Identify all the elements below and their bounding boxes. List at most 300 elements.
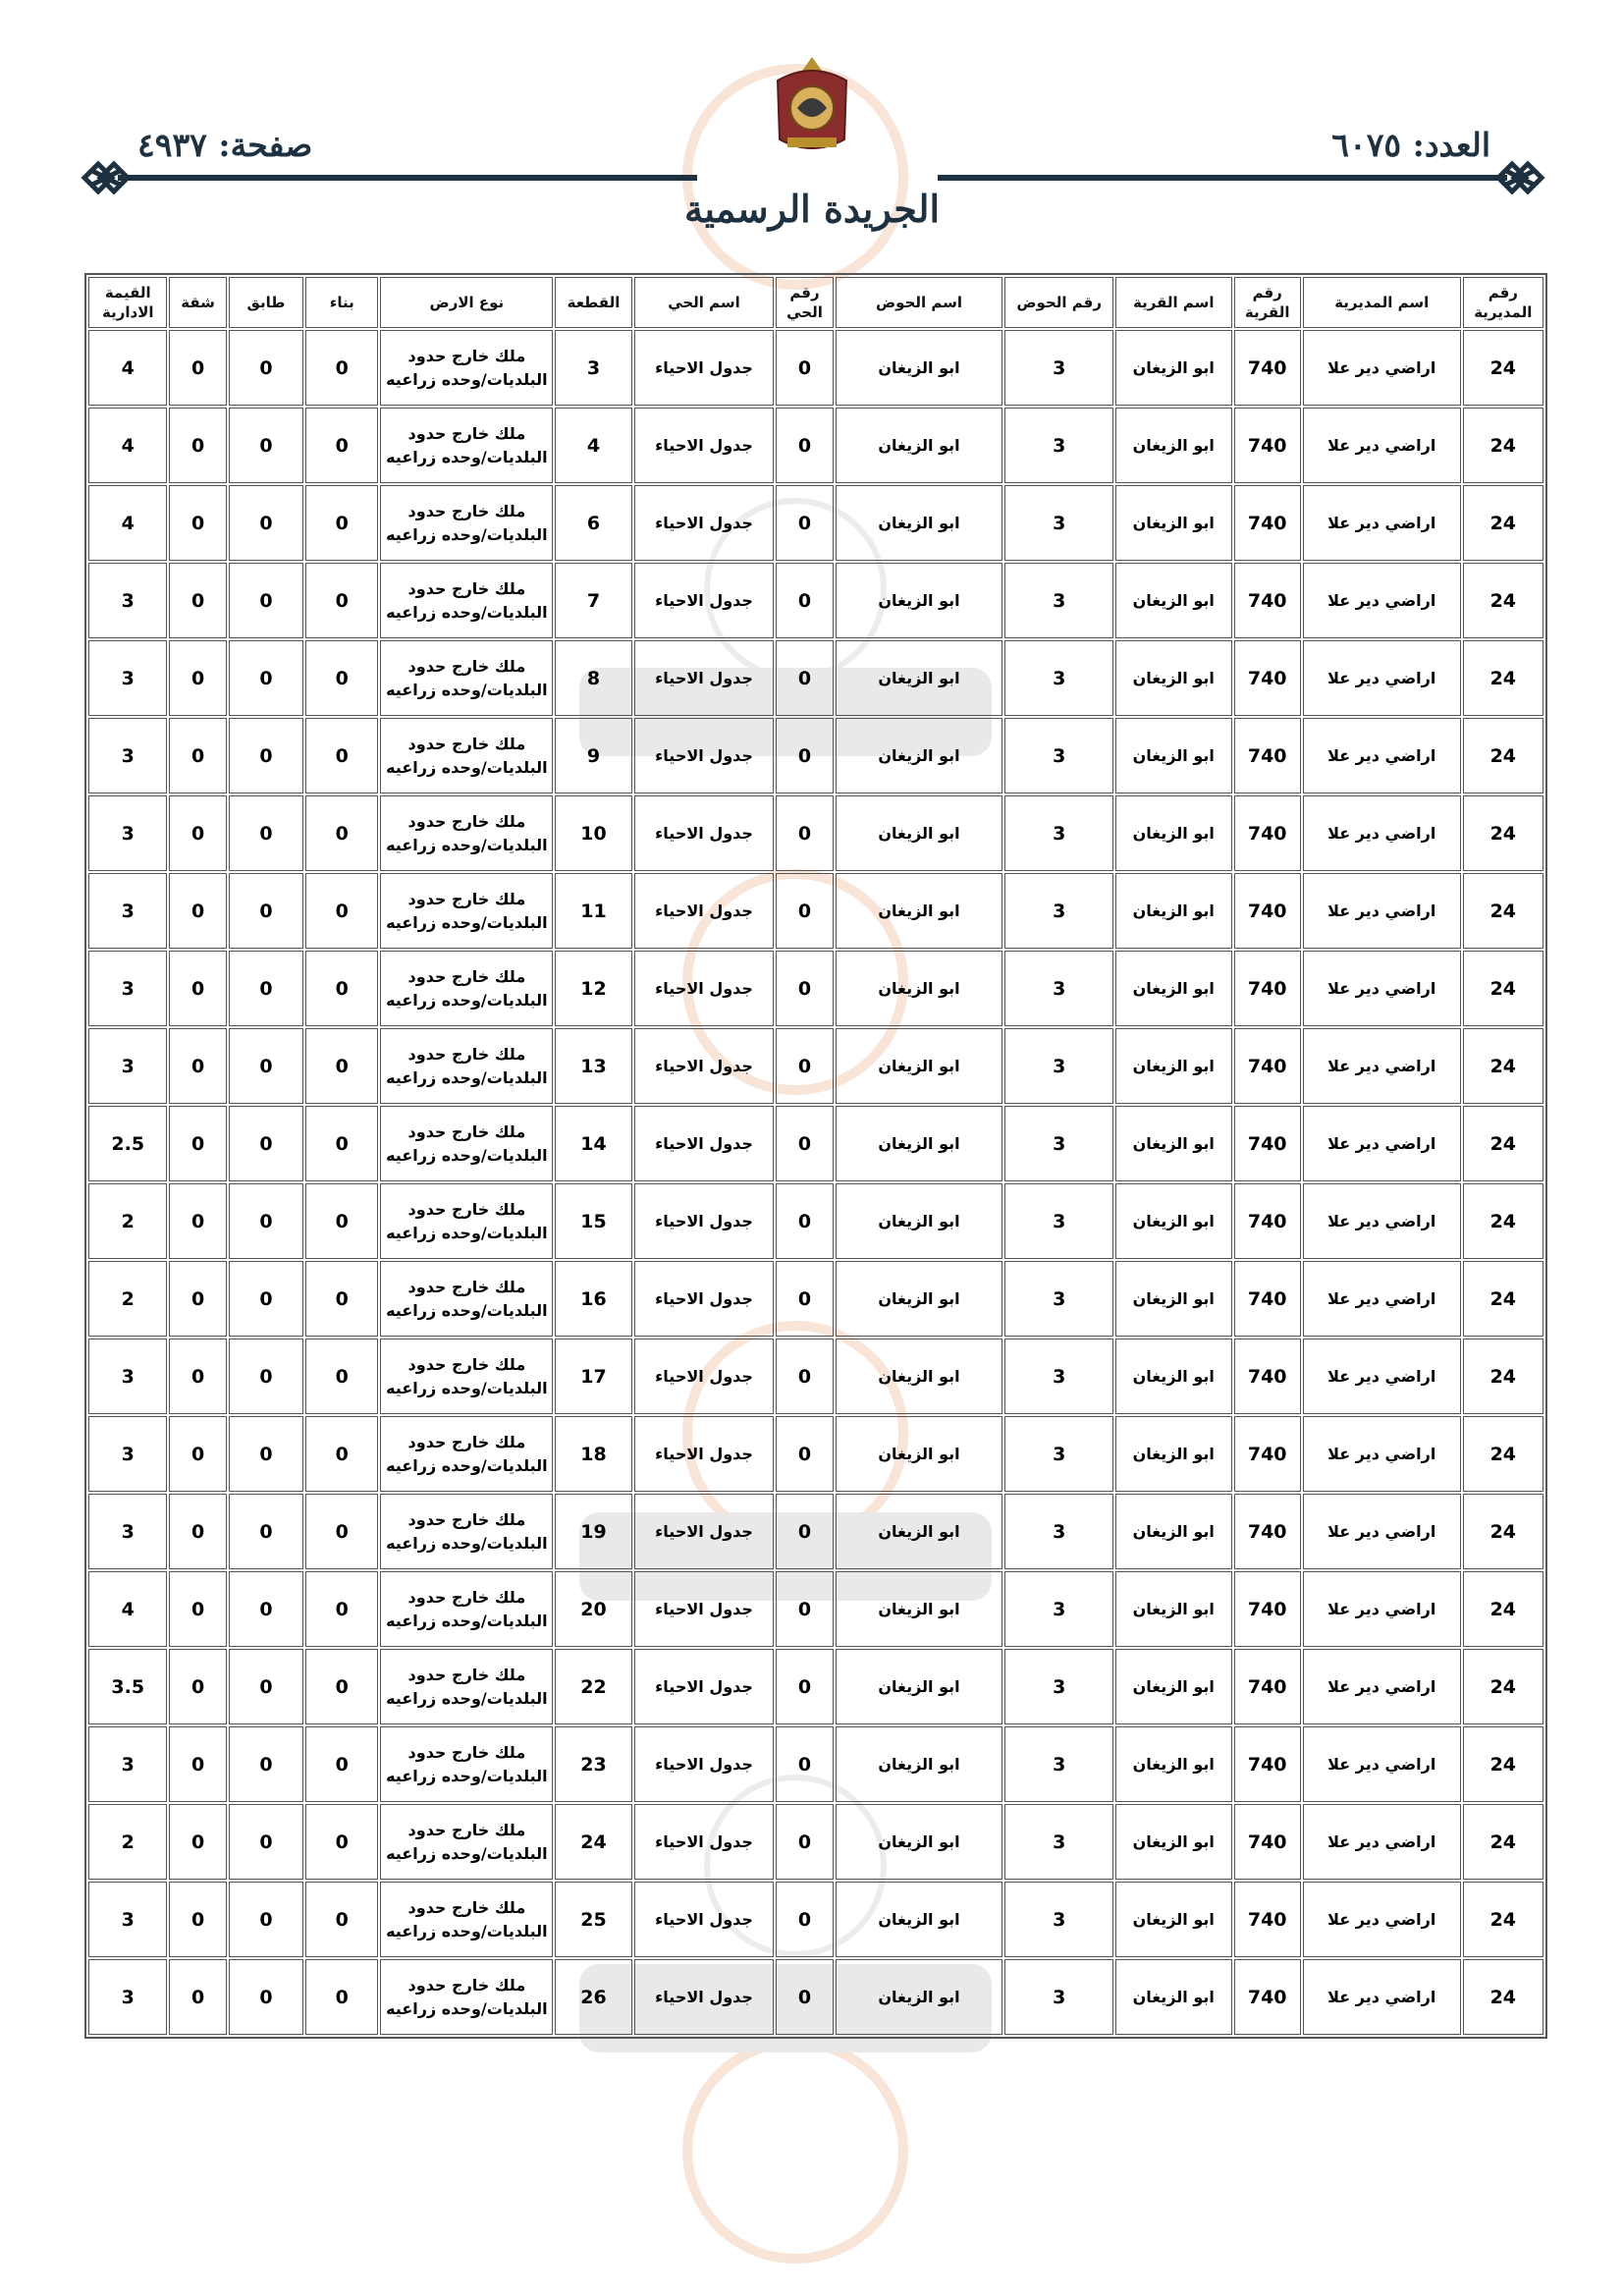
village-number-cell: 740 xyxy=(1234,1339,1301,1414)
village-number-cell: 740 xyxy=(1234,1183,1301,1259)
parcel-number-cell: 23 xyxy=(555,1726,631,1802)
floor-cell: 0 xyxy=(229,1494,303,1569)
floor-cell: 0 xyxy=(229,1183,303,1259)
parcel-number-cell: 18 xyxy=(555,1416,631,1492)
administrative-value-cell: 4 xyxy=(88,330,167,406)
administrative-value-cell: 3 xyxy=(88,795,167,871)
land-type-cell: ملك خارج حدود البلديات/وحده زراعيه xyxy=(380,718,553,793)
table-row xyxy=(88,1804,1543,1880)
basin-name-cell: ابو الزيغان xyxy=(836,1571,1003,1647)
basin-number-cell: 3 xyxy=(1004,1959,1113,2035)
building-cell: 0 xyxy=(305,1183,378,1259)
parcel-number-cell: 19 xyxy=(555,1494,631,1569)
basin-name-cell: ابو الزيغان xyxy=(836,1028,1003,1104)
village-number-cell: 740 xyxy=(1234,1416,1301,1492)
directorate-name-cell: اراضي دير علا xyxy=(1303,330,1461,406)
directorate-name-cell: اراضي دير علا xyxy=(1303,1028,1461,1104)
table-row xyxy=(88,1571,1543,1647)
land-type-cell: ملك خارج حدود البلديات/وحده زراعيه xyxy=(380,795,553,871)
page-number: صفحة: ٤٩٣٧ xyxy=(137,126,313,164)
directorate-name-cell: اراضي دير علا xyxy=(1303,640,1461,716)
district-name-cell: جدول الاحياء xyxy=(634,1726,775,1802)
basin-number-cell: 3 xyxy=(1004,1261,1113,1337)
village-number-cell: 740 xyxy=(1234,795,1301,871)
parcel-number-cell: 6 xyxy=(555,485,631,561)
basin-number-cell: 3 xyxy=(1004,1649,1113,1724)
building-cell: 0 xyxy=(305,563,378,638)
directorate-name-cell: اراضي دير علا xyxy=(1303,1726,1461,1802)
floor-cell: 0 xyxy=(229,1416,303,1492)
col-basin-name: اسم الحوض xyxy=(836,277,1003,328)
basin-number-cell: 3 xyxy=(1004,795,1113,871)
building-cell: 0 xyxy=(305,640,378,716)
basin-number-cell: 3 xyxy=(1004,1882,1113,1957)
building-cell: 0 xyxy=(305,330,378,406)
parcel-number-cell: 20 xyxy=(555,1571,631,1647)
land-type-cell: ملك خارج حدود البلديات/وحده زراعيه xyxy=(380,1571,553,1647)
village-number-cell: 740 xyxy=(1234,1028,1301,1104)
col-parcel: القطعة xyxy=(555,277,631,328)
table-header-row xyxy=(88,277,1543,328)
col-directorate-name: اسم المديرية xyxy=(1303,277,1461,328)
directorate-name-cell: اراضي دير علا xyxy=(1303,1416,1461,1492)
directorate-number-cell: 24 xyxy=(1463,1028,1543,1104)
floor-cell: 0 xyxy=(229,485,303,561)
directorate-name-cell: اراضي دير علا xyxy=(1303,485,1461,561)
col-village-number: رقم القرية xyxy=(1234,277,1301,328)
directorate-number-cell: 24 xyxy=(1463,563,1543,638)
village-name-cell: ابو الزيغان xyxy=(1115,1261,1232,1337)
building-cell: 0 xyxy=(305,1804,378,1880)
administrative-value-cell: 3 xyxy=(88,1339,167,1414)
parcel-number-cell: 12 xyxy=(555,951,631,1026)
directorate-number-cell: 24 xyxy=(1463,1959,1543,2035)
land-type-cell: ملك خارج حدود البلديات/وحده زراعيه xyxy=(380,1339,553,1414)
administrative-value-cell: 2.5 xyxy=(88,1106,167,1181)
apartment-cell: 0 xyxy=(169,1416,226,1492)
basin-number-cell: 3 xyxy=(1004,1339,1113,1414)
district-name-cell: جدول الاحياء xyxy=(634,1804,775,1880)
village-number-cell: 740 xyxy=(1234,1959,1301,2035)
administrative-value-cell: 3 xyxy=(88,718,167,793)
basin-name-cell: ابو الزيغان xyxy=(836,718,1003,793)
district-number-cell: 0 xyxy=(776,1882,833,1957)
district-number-cell: 0 xyxy=(776,1726,833,1802)
basin-name-cell: ابو الزيغان xyxy=(836,640,1003,716)
apartment-cell: 0 xyxy=(169,1959,226,2035)
district-number-cell: 0 xyxy=(776,640,833,716)
basin-name-cell: ابو الزيغان xyxy=(836,1882,1003,1957)
land-type-cell: ملك خارج حدود البلديات/وحده زراعيه xyxy=(380,640,553,716)
table-row xyxy=(88,1106,1543,1181)
administrative-value-cell: 3 xyxy=(88,1028,167,1104)
table-row xyxy=(88,640,1543,716)
col-district-name: اسم الحي xyxy=(634,277,775,328)
gazette-title: الجريدة الرسمية xyxy=(683,187,941,231)
directorate-number-cell: 24 xyxy=(1463,485,1543,561)
basin-name-cell: ابو الزيغان xyxy=(836,873,1003,949)
village-name-cell: ابو الزيغان xyxy=(1115,563,1232,638)
village-number-cell: 740 xyxy=(1234,1571,1301,1647)
basin-number-cell: 3 xyxy=(1004,563,1113,638)
directorate-name-cell: اراضي دير علا xyxy=(1303,718,1461,793)
directorate-number-cell: 24 xyxy=(1463,951,1543,1026)
col-land-type: نوع الارض xyxy=(380,277,553,328)
administrative-value-cell: 2 xyxy=(88,1804,167,1880)
table-row xyxy=(88,1183,1543,1259)
building-cell: 0 xyxy=(305,1882,378,1957)
building-cell: 0 xyxy=(305,1106,378,1181)
land-type-cell: ملك خارج حدود البلديات/وحده زراعيه xyxy=(380,1028,553,1104)
directorate-number-cell: 24 xyxy=(1463,408,1543,483)
directorate-name-cell: اراضي دير علا xyxy=(1303,1261,1461,1337)
directorate-number-cell: 24 xyxy=(1463,640,1543,716)
floor-cell: 0 xyxy=(229,873,303,949)
village-name-cell: ابو الزيغان xyxy=(1115,1106,1232,1181)
administrative-value-cell: 3 xyxy=(88,563,167,638)
district-number-cell: 0 xyxy=(776,873,833,949)
district-number-cell: 0 xyxy=(776,1261,833,1337)
village-name-cell: ابو الزيغان xyxy=(1115,408,1232,483)
directorate-number-cell: 24 xyxy=(1463,1416,1543,1492)
floor-cell: 0 xyxy=(229,1261,303,1337)
district-number-cell: 0 xyxy=(776,1649,833,1724)
directorate-name-cell: اراضي دير علا xyxy=(1303,1106,1461,1181)
floor-cell: 0 xyxy=(229,1106,303,1181)
page-header xyxy=(0,0,1624,265)
village-number-cell: 740 xyxy=(1234,1261,1301,1337)
land-type-cell: ملك خارج حدود البلديات/وحده زراعيه xyxy=(380,1649,553,1724)
building-cell: 0 xyxy=(305,1494,378,1569)
land-values-table xyxy=(84,273,1547,2039)
administrative-value-cell: 4 xyxy=(88,1571,167,1647)
administrative-value-cell: 2 xyxy=(88,1183,167,1259)
apartment-cell: 0 xyxy=(169,563,226,638)
district-name-cell: جدول الاحياء xyxy=(634,1028,775,1104)
village-name-cell: ابو الزيغان xyxy=(1115,1571,1232,1647)
district-name-cell: جدول الاحياء xyxy=(634,1649,775,1724)
basin-number-cell: 3 xyxy=(1004,951,1113,1026)
col-building: بناء xyxy=(305,277,378,328)
parcel-number-cell: 10 xyxy=(555,795,631,871)
village-number-cell: 740 xyxy=(1234,563,1301,638)
parcel-number-cell: 24 xyxy=(555,1804,631,1880)
building-cell: 0 xyxy=(305,1571,378,1647)
directorate-name-cell: اراضي دير علا xyxy=(1303,563,1461,638)
district-name-cell: جدول الاحياء xyxy=(634,640,775,716)
administrative-value-cell: 4 xyxy=(88,485,167,561)
district-number-cell: 0 xyxy=(776,1028,833,1104)
basin-name-cell: ابو الزيغان xyxy=(836,1416,1003,1492)
basin-number-cell: 3 xyxy=(1004,1726,1113,1802)
district-name-cell: جدول الاحياء xyxy=(634,1571,775,1647)
district-name-cell: جدول الاحياء xyxy=(634,795,775,871)
directorate-name-cell: اراضي دير علا xyxy=(1303,408,1461,483)
district-number-cell: 0 xyxy=(776,795,833,871)
village-name-cell: ابو الزيغان xyxy=(1115,1028,1232,1104)
district-name-cell: جدول الاحياء xyxy=(634,1261,775,1337)
parcel-number-cell: 26 xyxy=(555,1959,631,2035)
directorate-name-cell: اراضي دير علا xyxy=(1303,795,1461,871)
apartment-cell: 0 xyxy=(169,1882,226,1957)
district-name-cell: جدول الاحياء xyxy=(634,1339,775,1414)
district-number-cell: 0 xyxy=(776,1339,833,1414)
building-cell: 0 xyxy=(305,1726,378,1802)
col-village-name: اسم القرية xyxy=(1115,277,1232,328)
basin-name-cell: ابو الزيغان xyxy=(836,1339,1003,1414)
table-row xyxy=(88,1416,1543,1492)
floor-cell: 0 xyxy=(229,1882,303,1957)
table-row xyxy=(88,1494,1543,1569)
building-cell: 0 xyxy=(305,718,378,793)
village-name-cell: ابو الزيغان xyxy=(1115,485,1232,561)
apartment-cell: 0 xyxy=(169,640,226,716)
district-name-cell: جدول الاحياء xyxy=(634,1183,775,1259)
table-row xyxy=(88,1882,1543,1957)
village-name-cell: ابو الزيغان xyxy=(1115,718,1232,793)
table-row xyxy=(88,1726,1543,1802)
col-floor: طابق xyxy=(229,277,303,328)
village-number-cell: 740 xyxy=(1234,1649,1301,1724)
basin-number-cell: 3 xyxy=(1004,1571,1113,1647)
administrative-value-cell: 3 xyxy=(88,1494,167,1569)
directorate-number-cell: 24 xyxy=(1463,1183,1543,1259)
floor-cell: 0 xyxy=(229,330,303,406)
table-row xyxy=(88,1028,1543,1104)
village-name-cell: ابو الزيغان xyxy=(1115,1882,1232,1957)
district-name-cell: جدول الاحياء xyxy=(634,873,775,949)
village-name-cell: ابو الزيغان xyxy=(1115,795,1232,871)
floor-cell: 0 xyxy=(229,408,303,483)
col-directorate-number: رقم المديرية xyxy=(1463,277,1543,328)
land-type-cell: ملك خارج حدود البلديات/وحده زراعيه xyxy=(380,563,553,638)
directorate-name-cell: اراضي دير علا xyxy=(1303,1649,1461,1724)
directorate-name-cell: اراضي دير علا xyxy=(1303,873,1461,949)
village-name-cell: ابو الزيغان xyxy=(1115,330,1232,406)
basin-name-cell: ابو الزيغان xyxy=(836,1726,1003,1802)
district-name-cell: جدول الاحياء xyxy=(634,951,775,1026)
village-number-cell: 740 xyxy=(1234,408,1301,483)
col-apartment: شقة xyxy=(169,277,226,328)
building-cell: 0 xyxy=(305,1028,378,1104)
parcel-number-cell: 7 xyxy=(555,563,631,638)
district-number-cell: 0 xyxy=(776,408,833,483)
parcel-number-cell: 25 xyxy=(555,1882,631,1957)
building-cell: 0 xyxy=(305,1339,378,1414)
parcel-number-cell: 13 xyxy=(555,1028,631,1104)
land-type-cell: ملك خارج حدود البلديات/وحده زراعيه xyxy=(380,1882,553,1957)
directorate-name-cell: اراضي دير علا xyxy=(1303,1494,1461,1569)
issue-number: العدد: ٦٠٧٥ xyxy=(1331,126,1490,164)
directorate-number-cell: 24 xyxy=(1463,873,1543,949)
apartment-cell: 0 xyxy=(169,1028,226,1104)
parcel-number-cell: 16 xyxy=(555,1261,631,1337)
basin-name-cell: ابو الزيغان xyxy=(836,1959,1003,2035)
village-number-cell: 740 xyxy=(1234,718,1301,793)
administrative-value-cell: 4 xyxy=(88,408,167,483)
land-type-cell: ملك خارج حدود البلديات/وحده زراعيه xyxy=(380,330,553,406)
floor-cell: 0 xyxy=(229,1959,303,2035)
village-number-cell: 740 xyxy=(1234,1494,1301,1569)
building-cell: 0 xyxy=(305,951,378,1026)
district-number-cell: 0 xyxy=(776,1416,833,1492)
administrative-value-cell: 3 xyxy=(88,640,167,716)
directorate-name-cell: اراضي دير علا xyxy=(1303,1882,1461,1957)
apartment-cell: 0 xyxy=(169,718,226,793)
land-type-cell: ملك خارج حدود البلديات/وحده زراعيه xyxy=(380,1261,553,1337)
district-name-cell: جدول الاحياء xyxy=(634,485,775,561)
land-type-cell: ملك خارج حدود البلديات/وحده زراعيه xyxy=(380,485,553,561)
building-cell: 0 xyxy=(305,408,378,483)
village-number-cell: 740 xyxy=(1234,1106,1301,1181)
col-district-number: رقم الحي xyxy=(776,277,833,328)
header-rule-right xyxy=(938,175,1507,181)
district-number-cell: 0 xyxy=(776,1804,833,1880)
land-type-cell: ملك خارج حدود البلديات/وحده زراعيه xyxy=(380,1106,553,1181)
district-name-cell: جدول الاحياء xyxy=(634,1494,775,1569)
village-name-cell: ابو الزيغان xyxy=(1115,1649,1232,1724)
crest-icon xyxy=(758,51,866,159)
floor-cell: 0 xyxy=(229,1804,303,1880)
directorate-number-cell: 24 xyxy=(1463,1649,1543,1724)
district-name-cell: جدول الاحياء xyxy=(634,1959,775,2035)
directorate-name-cell: اراضي دير علا xyxy=(1303,1804,1461,1880)
basin-number-cell: 3 xyxy=(1004,485,1113,561)
district-name-cell: جدول الاحياء xyxy=(634,718,775,793)
floor-cell: 0 xyxy=(229,1028,303,1104)
district-number-cell: 0 xyxy=(776,951,833,1026)
district-number-cell: 0 xyxy=(776,330,833,406)
basin-number-cell: 3 xyxy=(1004,640,1113,716)
building-cell: 0 xyxy=(305,1649,378,1724)
table-row xyxy=(88,795,1543,871)
basin-name-cell: ابو الزيغان xyxy=(836,408,1003,483)
basin-number-cell: 3 xyxy=(1004,718,1113,793)
apartment-cell: 0 xyxy=(169,330,226,406)
directorate-number-cell: 24 xyxy=(1463,1494,1543,1569)
directorate-name-cell: اراضي دير علا xyxy=(1303,1339,1461,1414)
building-cell: 0 xyxy=(305,485,378,561)
land-type-cell: ملك خارج حدود البلديات/وحده زراعيه xyxy=(380,951,553,1026)
table-row xyxy=(88,330,1543,406)
district-number-cell: 0 xyxy=(776,1959,833,2035)
village-name-cell: ابو الزيغان xyxy=(1115,951,1232,1026)
directorate-name-cell: اراضي دير علا xyxy=(1303,1571,1461,1647)
floor-cell: 0 xyxy=(229,951,303,1026)
village-name-cell: ابو الزيغان xyxy=(1115,1726,1232,1802)
directorate-number-cell: 24 xyxy=(1463,1261,1543,1337)
basin-number-cell: 3 xyxy=(1004,873,1113,949)
parcel-number-cell: 9 xyxy=(555,718,631,793)
district-name-cell: جدول الاحياء xyxy=(634,1882,775,1957)
administrative-value-cell: 3 xyxy=(88,1882,167,1957)
floor-cell: 0 xyxy=(229,1649,303,1724)
basin-number-cell: 3 xyxy=(1004,1494,1113,1569)
basin-name-cell: ابو الزيغان xyxy=(836,795,1003,871)
basin-number-cell: 3 xyxy=(1004,1183,1113,1259)
basin-name-cell: ابو الزيغان xyxy=(836,951,1003,1026)
basin-name-cell: ابو الزيغان xyxy=(836,1261,1003,1337)
apartment-cell: 0 xyxy=(169,1106,226,1181)
apartment-cell: 0 xyxy=(169,795,226,871)
district-number-cell: 0 xyxy=(776,563,833,638)
land-type-cell: ملك خارج حدود البلديات/وحده زراعيه xyxy=(380,408,553,483)
directorate-number-cell: 24 xyxy=(1463,1106,1543,1181)
directorate-number-cell: 24 xyxy=(1463,1339,1543,1414)
district-name-cell: جدول الاحياء xyxy=(634,563,775,638)
basin-name-cell: ابو الزيغان xyxy=(836,1804,1003,1880)
district-number-cell: 0 xyxy=(776,1106,833,1181)
district-number-cell: 0 xyxy=(776,718,833,793)
village-name-cell: ابو الزيغان xyxy=(1115,1416,1232,1492)
land-type-cell: ملك خارج حدود البلديات/وحده زراعيه xyxy=(380,873,553,949)
administrative-value-cell: 3 xyxy=(88,1959,167,2035)
basin-number-cell: 3 xyxy=(1004,1106,1113,1181)
village-number-cell: 740 xyxy=(1234,640,1301,716)
directorate-number-cell: 24 xyxy=(1463,1571,1543,1647)
directorate-name-cell: اراضي دير علا xyxy=(1303,1183,1461,1259)
basin-name-cell: ابو الزيغان xyxy=(836,1106,1003,1181)
building-cell: 0 xyxy=(305,795,378,871)
district-name-cell: جدول الاحياء xyxy=(634,408,775,483)
apartment-cell: 0 xyxy=(169,873,226,949)
district-number-cell: 0 xyxy=(776,1494,833,1569)
apartment-cell: 0 xyxy=(169,1494,226,1569)
basin-number-cell: 3 xyxy=(1004,1804,1113,1880)
basin-number-cell: 3 xyxy=(1004,1416,1113,1492)
directorate-name-cell: اراضي دير علا xyxy=(1303,1959,1461,2035)
village-number-cell: 740 xyxy=(1234,873,1301,949)
table-row xyxy=(88,408,1543,483)
col-basin-number: رقم الحوض xyxy=(1004,277,1113,328)
administrative-value-cell: 3 xyxy=(88,951,167,1026)
village-name-cell: ابو الزيغان xyxy=(1115,873,1232,949)
table-row xyxy=(88,563,1543,638)
table-row xyxy=(88,1649,1543,1724)
village-name-cell: ابو الزيغان xyxy=(1115,640,1232,716)
directorate-number-cell: 24 xyxy=(1463,718,1543,793)
village-number-cell: 740 xyxy=(1234,1882,1301,1957)
apartment-cell: 0 xyxy=(169,951,226,1026)
basin-number-cell: 3 xyxy=(1004,408,1113,483)
administrative-value-cell: 3 xyxy=(88,1416,167,1492)
table-row xyxy=(88,1261,1543,1337)
apartment-cell: 0 xyxy=(169,1804,226,1880)
land-type-cell: ملك خارج حدود البلديات/وحده زراعيه xyxy=(380,1804,553,1880)
village-name-cell: ابو الزيغان xyxy=(1115,1183,1232,1259)
village-number-cell: 740 xyxy=(1234,1726,1301,1802)
table-row xyxy=(88,1339,1543,1414)
land-type-cell: ملك خارج حدود البلديات/وحده زراعيه xyxy=(380,1726,553,1802)
apartment-cell: 0 xyxy=(169,1261,226,1337)
building-cell: 0 xyxy=(305,873,378,949)
village-number-cell: 740 xyxy=(1234,951,1301,1026)
land-type-cell: ملك خارج حدود البلديات/وحده زراعيه xyxy=(380,1183,553,1259)
apartment-cell: 0 xyxy=(169,1649,226,1724)
parcel-number-cell: 4 xyxy=(555,408,631,483)
apartment-cell: 0 xyxy=(169,485,226,561)
table-row xyxy=(88,485,1543,561)
basin-name-cell: ابو الزيغان xyxy=(836,1494,1003,1569)
col-administrative-value: القيمة الادارية xyxy=(88,277,167,328)
district-number-cell: 0 xyxy=(776,1183,833,1259)
table-row xyxy=(88,718,1543,793)
administrative-value-cell: 2 xyxy=(88,1261,167,1337)
parcel-number-cell: 22 xyxy=(555,1649,631,1724)
floor-cell: 0 xyxy=(229,563,303,638)
header-rule-left xyxy=(118,175,697,181)
directorate-number-cell: 24 xyxy=(1463,330,1543,406)
